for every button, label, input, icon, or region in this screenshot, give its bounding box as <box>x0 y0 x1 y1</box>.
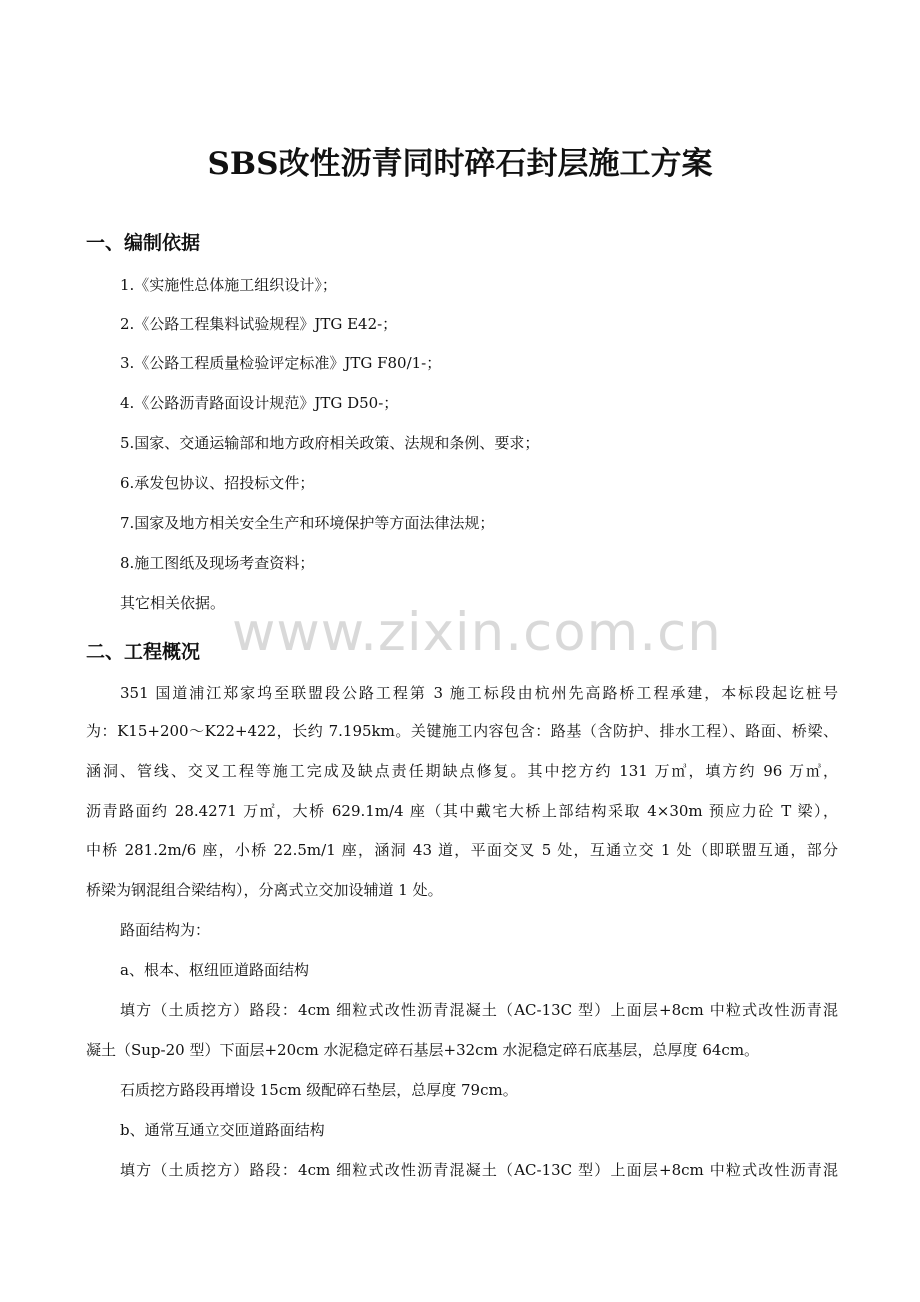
subheading-b: b、通常互通立交匝道路面结构 <box>120 1121 325 1139</box>
basis-item: 2.《公路工程集料试验规程》JTG E42-； <box>120 315 398 333</box>
overview-paragraph-line: 桥梁为钢混组合梁结构），分离式立交加设辅道 1 处。 <box>86 881 443 899</box>
basis-item: 1.《实施性总体施工组织设计》； <box>120 276 337 294</box>
document-title: SBS改性沥青同时碎石封层施工方案 <box>207 146 713 182</box>
subheading-a: a、根本、枢纽匝道路面结构 <box>120 961 309 979</box>
basis-item: 7.国家及地方相关安全生产和环境保护等方面法律法规； <box>120 514 495 532</box>
overview-paragraph-line: 为：K15+200～K22+422，长约 7.195km。关键施工内容包含：路基（含防护、排水工程）、路面、桥梁、 <box>86 722 838 740</box>
basis-item: 其它相关依据。 <box>120 594 226 612</box>
rock-a-paragraph: 石质挖方路段再增设 15cm 级配碎石垫层，总厚度 79cm。 <box>120 1081 518 1099</box>
basis-item: 5.国家、交通运输部和地方政府相关政策、法规和条例、要求； <box>120 434 540 452</box>
overview-paragraph-line: 中桥 281.2m/6 座，小桥 22.5m/1 座，涵洞 43 道，平面交叉 5 处，互通立交 1 处（即联盟互通，部分 <box>86 841 838 859</box>
pavement-intro: 路面结构为： <box>120 921 211 939</box>
basis-item: 6.承发包协议、招投标文件； <box>120 474 315 492</box>
overview-paragraph-line: 涵洞、管线、交叉工程等施工完成及缺点责任期缺点修复。其中挖方约 131 万㎥，填方约 96 万㎥， <box>86 762 838 780</box>
overview-paragraph-line: 沥青路面约 28.4271 万㎡，大桥 629.1m/4 座（其中戴宅大桥上部结构采取 4×30m 预应力砼 T 梁）， <box>86 802 838 820</box>
fill-a-paragraph-line: 凝土（Sup-20 型）下面层+20cm 水泥稳定碎石基层+32cm 水泥稳定碎石底基层，总厚度 64cm。 <box>86 1041 760 1059</box>
section-heading-overview: 二、工程概况 <box>86 641 201 663</box>
overview-paragraph-line: 351 国道浦江郑家坞至联盟段公路工程第 3 施工标段由杭州先高路桥工程承建，本标段起讫桩号 <box>120 684 838 702</box>
basis-item: 3.《公路工程质量检验评定标准》JTG F80/1-； <box>120 354 442 372</box>
fill-a-paragraph-line: 填方（土质挖方）路段：4cm 细粒式改性沥青混凝土（AC-13C 型）上面层+8cm 中粒式改性沥青混 <box>120 1001 838 1019</box>
basis-item: 8.施工图纸及现场考查资料； <box>120 554 315 572</box>
watermark: www.zixin.com.cn <box>232 602 722 663</box>
basis-item: 4.《公路沥青路面设计规范》JTG D50-； <box>120 394 399 412</box>
section-heading-basis: 一、编制依据 <box>86 232 201 254</box>
fill-b-paragraph-line: 填方（土质挖方）路段：4cm 细粒式改性沥青混凝土（AC-13C 型）上面层+8cm 中粒式改性沥青混 <box>120 1161 838 1179</box>
